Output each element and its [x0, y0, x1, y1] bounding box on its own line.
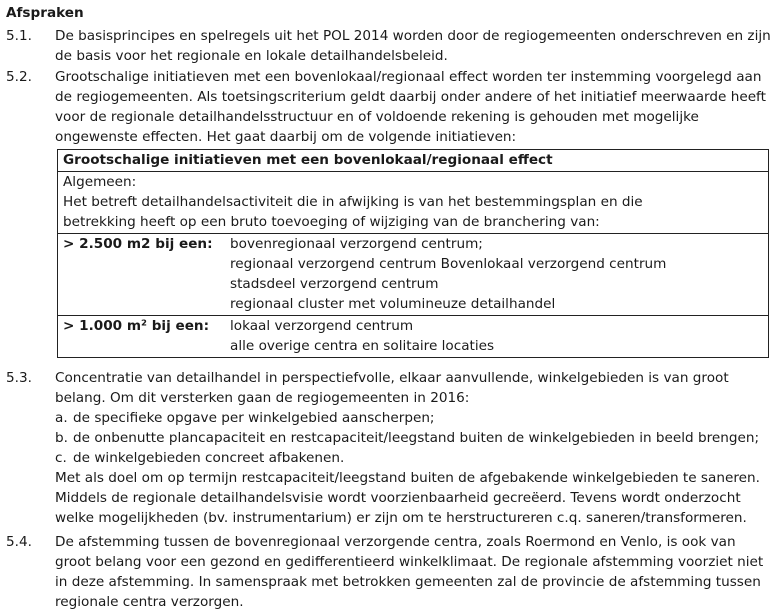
row-key: > 2.500 m2 bij een: [63, 236, 213, 252]
item-number: 5.3. [6, 370, 32, 386]
row-value: bovenregionaal verzorgend centrum; [230, 236, 483, 252]
paragraph-line: de basis voor het regionale en lokale detailhandelsbeleid. [55, 48, 448, 64]
list-item [55, 428, 773, 448]
general-line: betrekking heeft op een bruto toevoeging of wijziging van de branchering van: [63, 214, 600, 230]
row-value: alle overige centra en solitaire locaties [230, 338, 495, 354]
paragraph-line: ongewenste effecten. Het gaat daarbij om de volgende initiatieven: [55, 129, 517, 145]
row-value: stadsdeel verzorgend centrum [230, 276, 439, 292]
paragraph-line: in deze afstemming. In samenspraak met betrokken gemeenten zal de provincie de afstemming tussen [55, 574, 761, 590]
row-values [230, 234, 768, 314]
list-item-label: c. [55, 450, 67, 466]
list-item-text: de onbenutte plancapaciteit en restcapaciteit/leegstand buiten de winkelgebieden in beeld brengen; [73, 430, 760, 446]
general-line: Het betreft detailhandelsactiviteit die in afwijking is van het bestemmingsplan en die [63, 194, 643, 210]
row-value: regionaal verzorgend centrum Bovenlokaal verzorgend centrum [230, 256, 667, 272]
list-item-label: a. [55, 410, 68, 426]
paragraph-line: welke mogelijkheden (bv. instrumentarium) er zijn om te herstructureren c.q. saneren/transformeren. [55, 510, 747, 526]
list-item-text: de specifieke opgave per winkelgebied aanscherpen; [73, 410, 435, 426]
item-number: 5.4. [6, 534, 32, 550]
item-number: 5.2. [6, 69, 32, 85]
paragraph-5-4 [55, 532, 773, 612]
row-key: > 1.000 m² bij een: [63, 318, 210, 334]
paragraph-line: De basisprincipes en spelregels uit het POL 2014 worden door de regiogemeenten onderschreven en zijn [55, 28, 771, 44]
initiatives-table [57, 149, 769, 358]
table-row [58, 316, 768, 357]
list-item-label: b. [55, 430, 68, 446]
paragraph-5-3 [55, 368, 773, 528]
row-value: lokaal verzorgend centrum [230, 318, 414, 334]
paragraph-line: Met als doel om op termijn restcapaciteit/leegstand buiten de afgebakende winkelgebieden te saneren. [55, 470, 760, 486]
list-item-text: de winkelgebieden concreet afbakenen. [73, 450, 345, 466]
paragraph-line: voor de regionale detailhandelsstructuur en of voldoende rekening is gehouden met mogelijke [55, 109, 699, 125]
item-number: 5.1. [6, 28, 32, 44]
paragraph-line: Concentratie van detailhandel in perspectiefvolle, elkaar aanvullende, winkelgebieden is van groot [55, 370, 729, 386]
row-value: regionaal cluster met volumineuze detailhandel [230, 296, 556, 312]
general-label: Algemeen: [63, 174, 137, 190]
paragraph-line: Grootschalige initiatieven met een bovenlokaal/regionaal effect worden ter instemming voorgelegd aan [55, 69, 762, 85]
paragraph-line: regionale centra verzorgen. [55, 594, 244, 610]
table-row [58, 234, 768, 316]
paragraph-line: de regiogemeenten. Als toetsingscriterium geldt daarbij onder andere of het initiatief meerwaarde heeft [55, 89, 766, 105]
paragraph-5-1 [55, 26, 773, 66]
paragraph-5-2 [55, 67, 773, 147]
row-values [230, 316, 768, 356]
list-item [55, 408, 773, 428]
list-item [55, 448, 773, 468]
paragraph-line: De afstemming tussen de bovenregionaal verzorgende centra, zoals Roermond en Venlo, is ook van [55, 534, 736, 550]
paragraph-line: Middels de regionale detailhandelsvisie wordt voorzienbaarheid gecreëerd. Tevens wordt onderzocht [55, 490, 741, 506]
section-heading: Afspraken [6, 5, 84, 21]
paragraph-line: belang. Om dit versterken gaan de regiogemeenten in 2016: [55, 390, 470, 406]
table-general-cell [58, 172, 768, 234]
table-header: Grootschalige initiatieven met een bovenlokaal/regionaal effect [58, 150, 768, 172]
paragraph-line: groot belang voor een gezond en gedifferentieerd winkelklimaat. De regionale afstemming voorziet niet [55, 554, 764, 570]
